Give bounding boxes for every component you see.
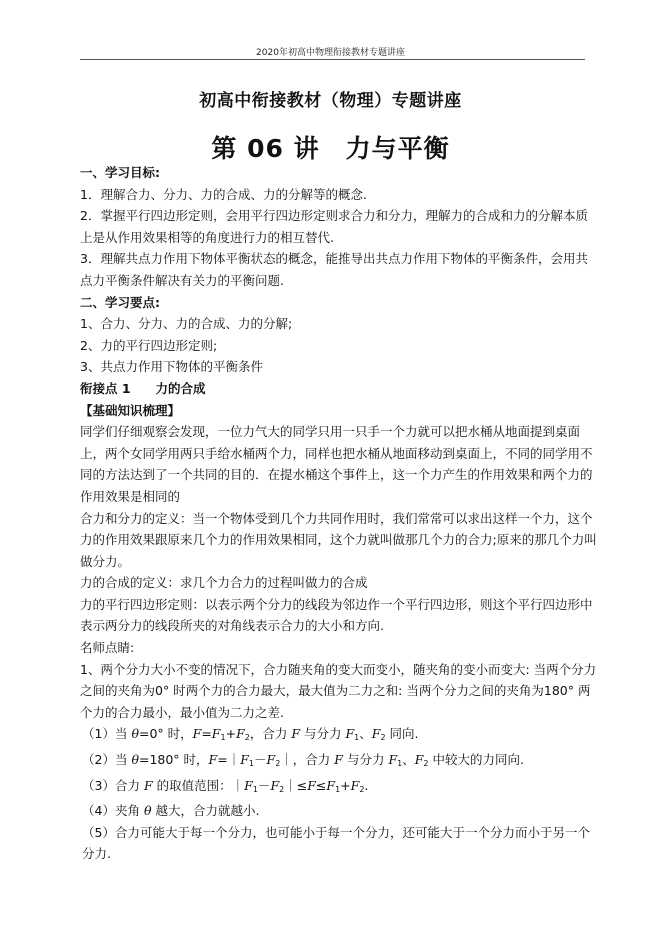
note-1: （1）当 θ=0° 时，$F=F_1+F_2$，合力 F 与分力 $F_1$、$F_2$ 同向.	[82, 726, 419, 743]
paragraph-definition-resultant: 合力和分力的定义：当一个物体受到几个力共同作用时，我们常常可以求出这样一个力，这个力的作用效果跟原来几个力的作用效果相同，这个力就叫做那几个力的合力;原来的那几个力叫做分力。	[80, 510, 597, 569]
lecture-title	[0, 129, 661, 165]
paragraph-tip-1: 1、两个分力大小不变的情况下，合力随夹角的变大而变小，随夹角的变小而变大: 当两个分力之间的夹角为0° 时两个力的合力最大，最大值为二力之和: 当两个分力之间的夹角为180° 两个力的合力最小，最小值为二力之差.	[80, 661, 597, 720]
keypoint-item-2: 2、力的平行四边形定则;	[80, 337, 218, 353]
section-heading-goals: 一、学习目标:	[80, 165, 160, 180]
paragraph-intro: 同学们仔细观察会发现，一位力气大的同学只用一只手一个力就可以把水桶从地面提到桌面上，两个女同学用两只手给水桶两个力，同样也把水桶从地面移动到桌面上，不同的同学用不同的方法达到了一个共同的目的．在提水桶这个事件上，这一个力产生的作用效果和两个力的作用效果是相同的	[80, 424, 593, 504]
document-title: 初高中衔接教材（物理）专题讲座	[199, 91, 462, 111]
keypoint-item-3: 3、共点力作用下物体的平衡条件	[80, 359, 263, 375]
goal-item-1: 1．理解合力、分力、力的合成、力的分解等的概念.	[80, 186, 367, 202]
lecture-name: 力与平衡	[345, 134, 450, 163]
paragraph-tips-label: 名师点睛:	[80, 640, 135, 656]
header-rule	[80, 59, 585, 60]
note-3: （3）合力 F 的取值范围：$|F_1-F_2|\le F\le F_1+F_2$.	[82, 777, 369, 794]
note-5: （5）合力可能大于每一个分力，也可能小于每一个分力，还可能大于一个分力而小于另一个分力.	[82, 824, 590, 862]
note-4: （4）夹角 θ 越大，合力就越小.	[82, 803, 260, 819]
point-heading: 衔接点 1 力的合成	[80, 380, 206, 396]
document-body	[80, 162, 600, 865]
goal-item-2: 2．掌握平行四边形定则，会用平行四边形定则求合力和分力，理解力的合成和力的分解本质上是从作用效果相等的角度进行力的相互替代.	[80, 208, 588, 245]
section-heading-keypoints: 二、学习要点:	[80, 294, 160, 310]
goal-item-3: 3．理解共点力作用下物体平衡状态的概念，能推导出共点力作用下物体的平衡条件，会用共点力平衡条件解决有关力的平衡问题.	[80, 251, 588, 288]
paragraph-parallelogram-rule: 力的平行四边形定则：以表示两个分力的线段为邻边作一个平行四边形，则这个平行四边形中表示两分力的线段所夹的对角线表示合力的大小和方向.	[80, 596, 593, 634]
running-header: 2020年初高中物理衔接教材专题讲座	[256, 48, 405, 58]
lecture-number: 第 06 讲	[211, 134, 320, 163]
point-subheading: 【基础知识梳理】	[80, 402, 181, 418]
keypoint-item-1: 1、合力、分力、力的合成、力的分解;	[80, 316, 293, 332]
note-2: （2）当 θ=180° 时，$F=|F_1-F_2|$，合力 F 与分力 $F_1$、$F_2$ 中较大的力同向.	[82, 752, 524, 769]
paragraph-definition-composition: 力的合成的定义：求几个力合力的过程叫做力的合成	[80, 575, 368, 591]
